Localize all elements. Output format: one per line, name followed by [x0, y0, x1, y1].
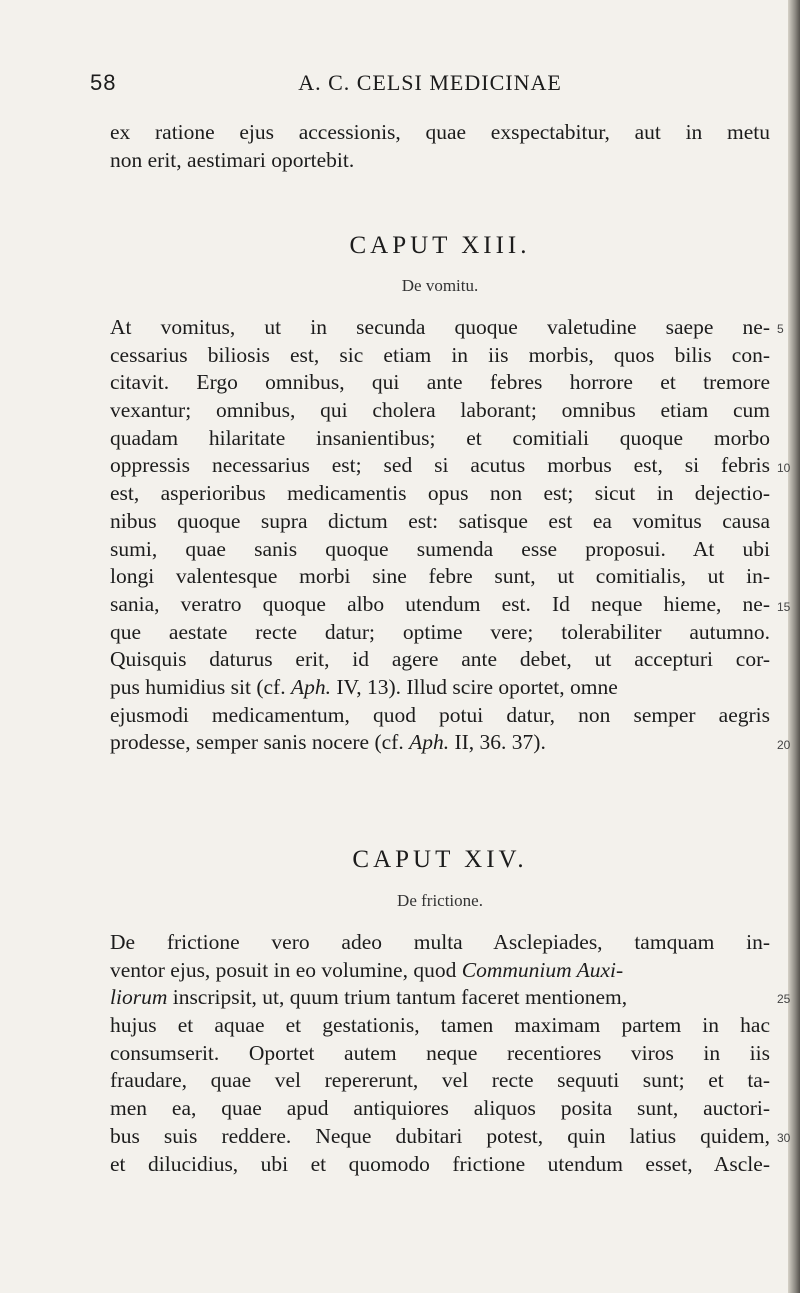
text-line: nibus quoque supra dictum est: satisque est ea vomitus causa: [110, 508, 770, 533]
chapter-subtitle-13: De vomitu.: [401, 276, 479, 295]
text-line: oppressis necessarius est; sed si acutus morbus est, si febris: [110, 453, 770, 478]
margin-line-number: 15: [777, 600, 791, 614]
text-line: longi valentesque morbi sine febre sunt, ut comitialis, ut in-: [110, 564, 770, 589]
text-line: cessarius biliosis est, sic etiam in iis morbis, quos bilis con-: [110, 342, 770, 367]
page-number: 58: [90, 70, 117, 95]
text-line: sumi, quae sanis quoque sumenda esse proposui. At ubi: [110, 536, 770, 561]
margin-line-number: 5: [777, 322, 784, 336]
text-line: quadam hilaritate insanientibus; et comitiali quoque morbo: [110, 425, 770, 450]
text-line: citavit. Ergo omnibus, qui ante febres horrore et tremore: [110, 370, 770, 395]
chapter-heading-13: CAPUT XIII.: [349, 232, 531, 259]
margin-line-number: 25: [777, 992, 791, 1006]
chapter-heading-14: CAPUT XIV.: [352, 846, 528, 873]
text-line: sania, veratro quoque albo utendum est. Id neque hieme, ne-: [110, 591, 770, 616]
text-line: At vomitus, ut in secunda quoque valetudine saepe ne-: [110, 315, 770, 339]
margin-line-number: 30: [777, 1131, 791, 1145]
text-line: Quisquis daturus erit, id agere ante debet, ut accepturi cor-: [110, 647, 770, 672]
chapter-13-paragraph: [110, 314, 770, 757]
text-fragment: II, 36. 37).: [449, 730, 546, 755]
text-line: De frictione vero adeo multa Asclepiades, tamquam in-: [110, 930, 770, 954]
intro-paragraph: [110, 119, 770, 174]
text-line-with-title: [110, 957, 770, 985]
book-title: Communium Auxi-: [461, 957, 624, 982]
text-line: bus suis reddere. Neque dubitari potest, quin latius quidem,: [110, 1123, 770, 1148]
text-line: hujus et aquae et gestationis, tamen maximam partem in hac: [110, 1013, 770, 1038]
margin-line-number: 20: [777, 738, 791, 752]
text-line: men ea, quae apud antiquiores aliquos posita sunt, auctori-: [110, 1096, 770, 1121]
text-line: ex ratione ejus accessionis, quae exspectabitur, aut in metu: [110, 120, 770, 144]
aphorism-reference: Aph.: [409, 730, 450, 755]
text-line: que aestate recte datur; optime vere; tolerabiliter autumno.: [110, 619, 770, 644]
text-line: consumserit. Oportet autem neque recentiores viros in iis: [110, 1040, 770, 1065]
text-fragment: prodesse, semper sanis nocere (cf.: [110, 730, 410, 755]
running-header: [90, 70, 770, 106]
page-edge-shadow: [788, 0, 800, 1293]
aphorism-reference: Aph.: [290, 674, 331, 699]
book-title: liorum: [110, 985, 168, 1010]
text-line: vexantur; omnibus, qui cholera laborant; omnibus etiam cum: [110, 398, 770, 423]
margin-line-number: 10: [777, 461, 791, 475]
text-line: fraudare, quae vel repererunt, vel recte sequuti sunt; et ta-: [110, 1068, 770, 1093]
text-line-with-reference: [110, 674, 770, 702]
text-line: et dilucidius, ubi et quomodo frictione utendum esset, Ascle-: [110, 1151, 770, 1176]
chapter-subtitle-14: De frictione.: [397, 891, 483, 910]
chapter-14-paragraph: [110, 929, 770, 1178]
text-line: non erit, aestimari oportebit.: [110, 147, 355, 172]
text-fragment: inscripsit, ut, quum trium tantum faceret mentionem,: [167, 985, 628, 1010]
text-fragment: IV, 13). Illud scire oportet, omne: [330, 674, 618, 699]
text-line: ejusmodi medicamentum, quod potui datur, non semper aegris: [110, 702, 770, 727]
text-line-with-reference: [110, 729, 770, 757]
text-line-with-title: [110, 984, 770, 1012]
running-title: A. C. CELSI MEDICINAE: [298, 70, 562, 95]
text-line: est, asperioribus medicamentis opus non est; sicut in dejectio-: [110, 481, 770, 506]
text-fragment: pus humidius sit (cf.: [110, 674, 291, 699]
text-fragment: ventor ejus, posuit in eo volumine, quod: [110, 957, 462, 982]
